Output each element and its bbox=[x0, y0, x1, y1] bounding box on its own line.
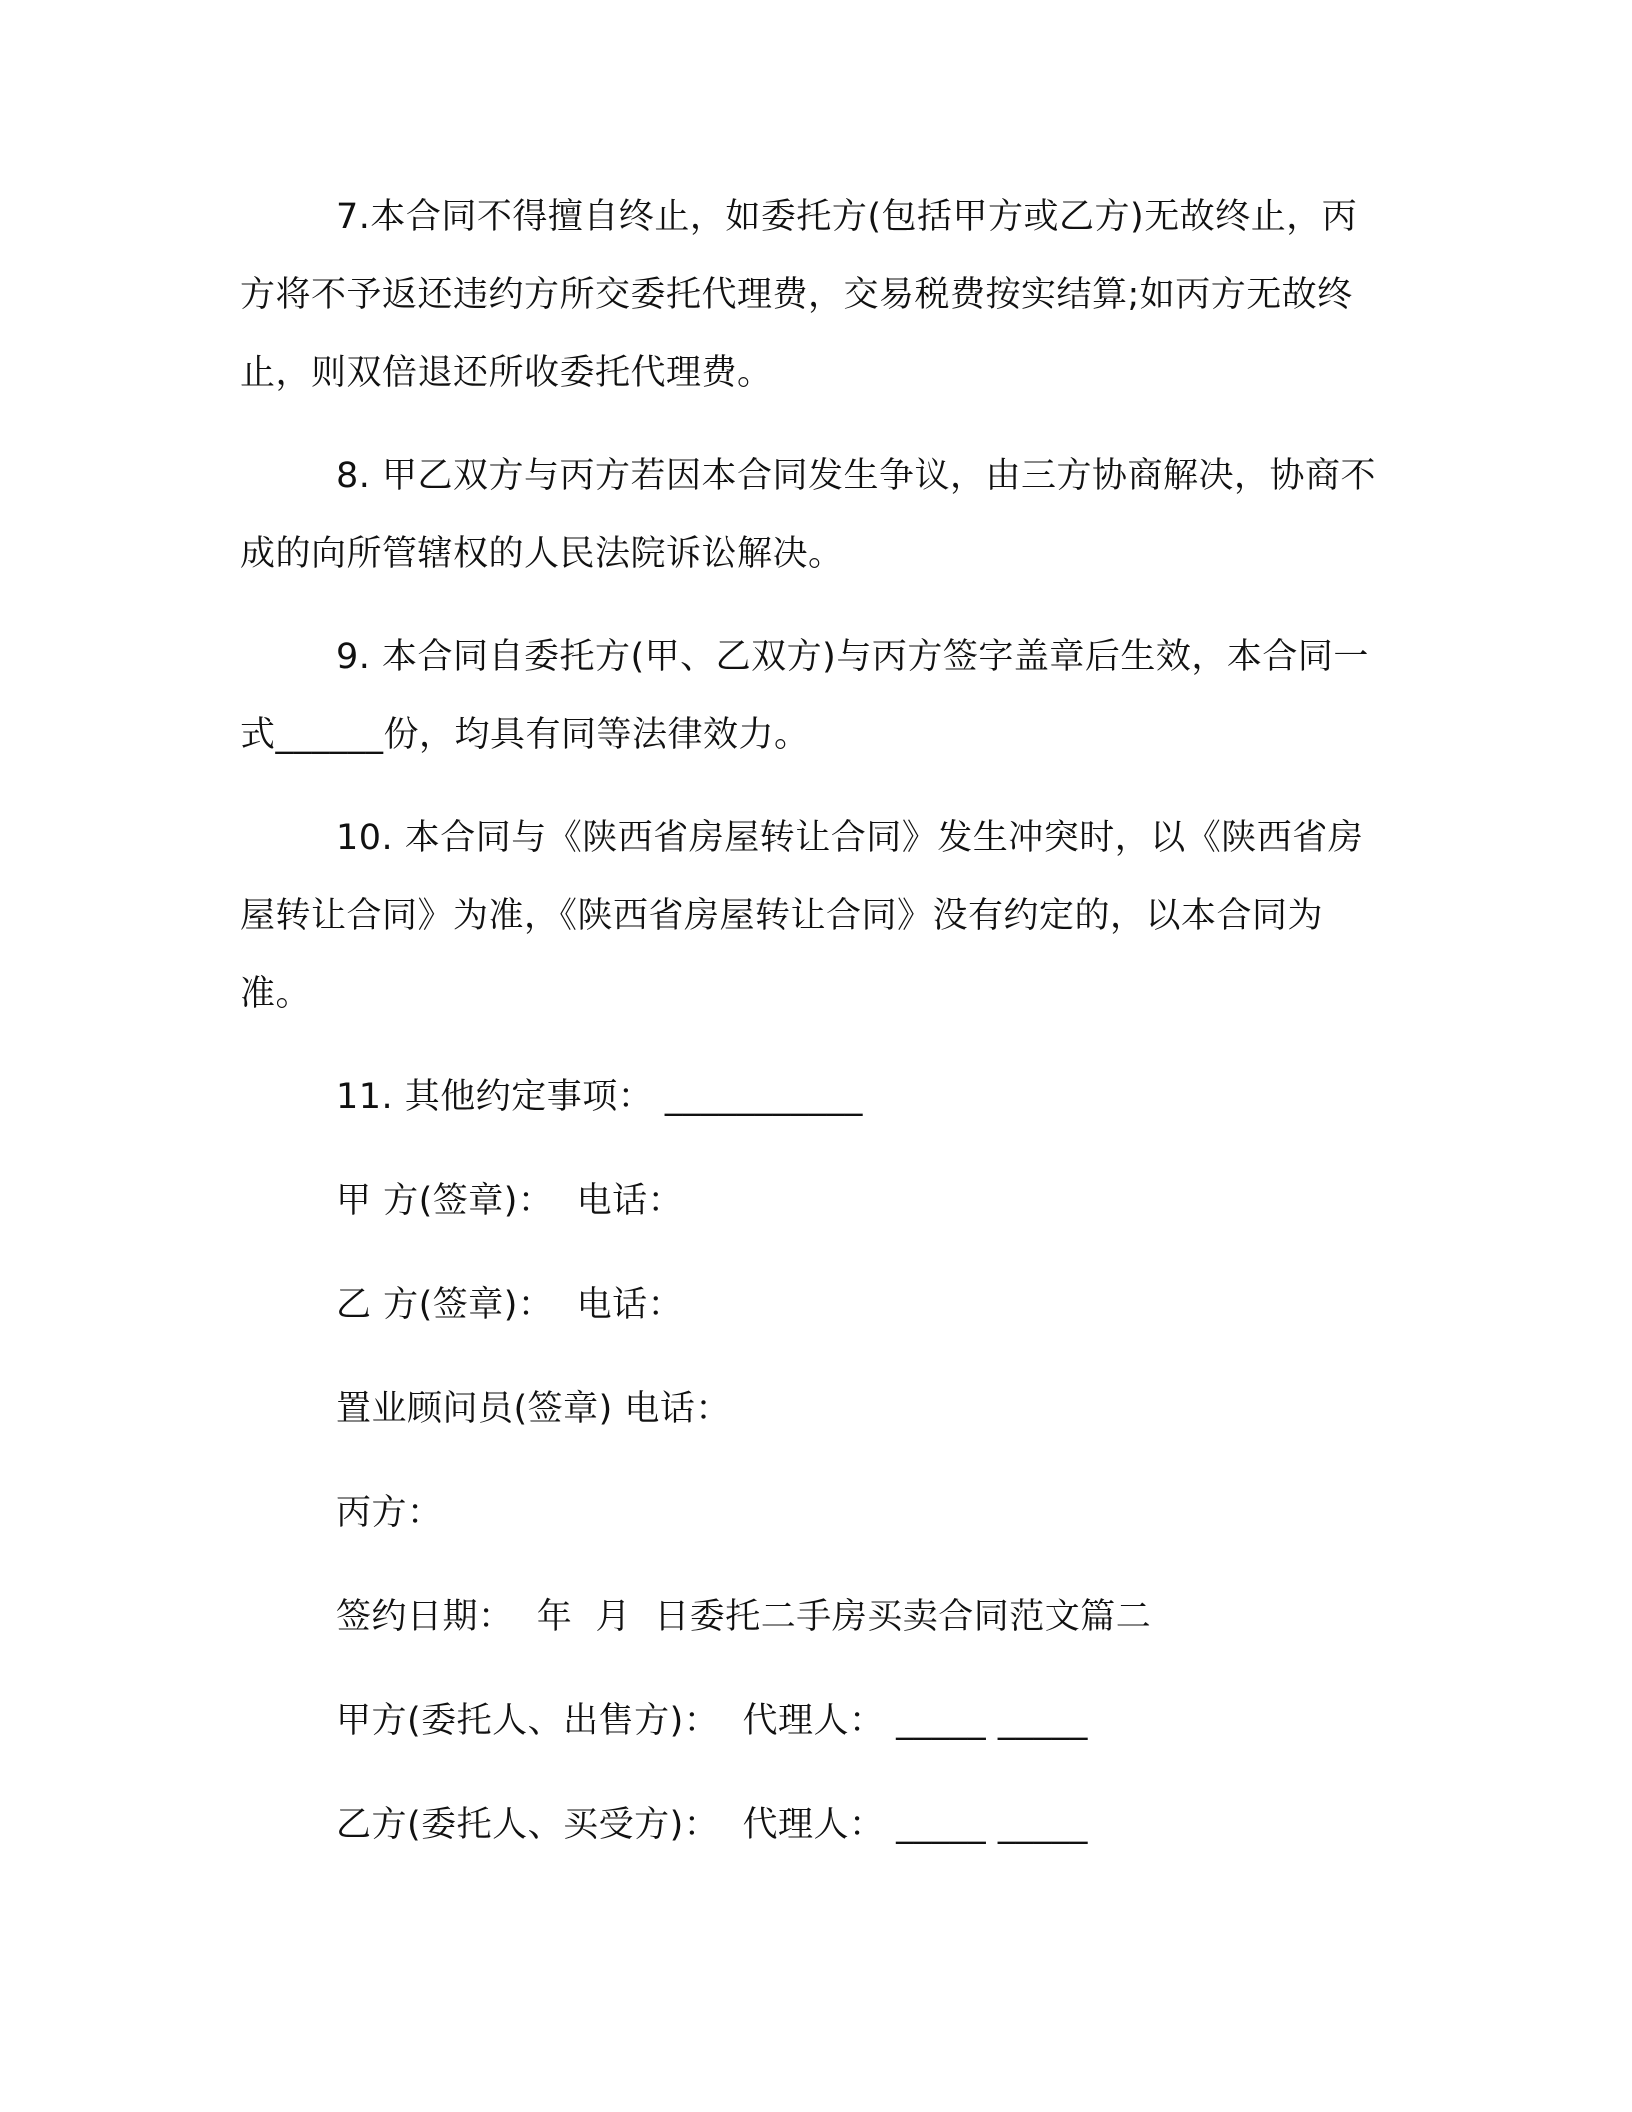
party-b-buyer-line: 乙方(委托人、买受方)： 代理人： _____ _____ bbox=[336, 1805, 1088, 1845]
signing-date-line: 签约日期： 年 月 日委托二手房买卖合同范文篇二 bbox=[336, 1597, 1152, 1637]
document-body bbox=[240, 178, 1390, 1890]
clause-8: 8. 甲乙双方与丙方若因本合同发生争议，由三方协商解决，协商不成的向所管辖权的人民法院诉讼解决。 bbox=[240, 456, 1377, 574]
consultant-signature-line: 置业顾问员(签章) 电话： bbox=[336, 1389, 731, 1429]
clause-11-other-matters: 11. 其他约定事项： ___________ bbox=[336, 1077, 863, 1117]
party-c-line: 丙方： bbox=[336, 1493, 443, 1533]
party-a-seller-line: 甲方(委托人、出售方)： 代理人： _____ _____ bbox=[336, 1701, 1088, 1741]
clause-9: 9. 本合同自委托方(甲、乙双方)与丙方签字盖章后生效，本合同一式______份，均具有同等法律效力。 bbox=[240, 637, 1369, 755]
clause-10: 10. 本合同与《陕西省房屋转让合同》发生冲突时，以《陕西省房屋转让合同》为准，《陕西省房屋转让合同》没有约定的，以本合同为准。 bbox=[240, 818, 1364, 1014]
party-b-signature-line: 乙 方(签章)： 电话： bbox=[336, 1285, 684, 1325]
party-a-signature-line: 甲 方(签章)： 电话： bbox=[336, 1181, 684, 1221]
clause-7: 7.本合同不得擅自终止，如委托方(包括甲方或乙方)无故终止，丙方将不予返还违约方所交委托代理费，交易税费按实结算;如丙方无故终止，则双倍退还所收委托代理费。 bbox=[240, 197, 1358, 393]
